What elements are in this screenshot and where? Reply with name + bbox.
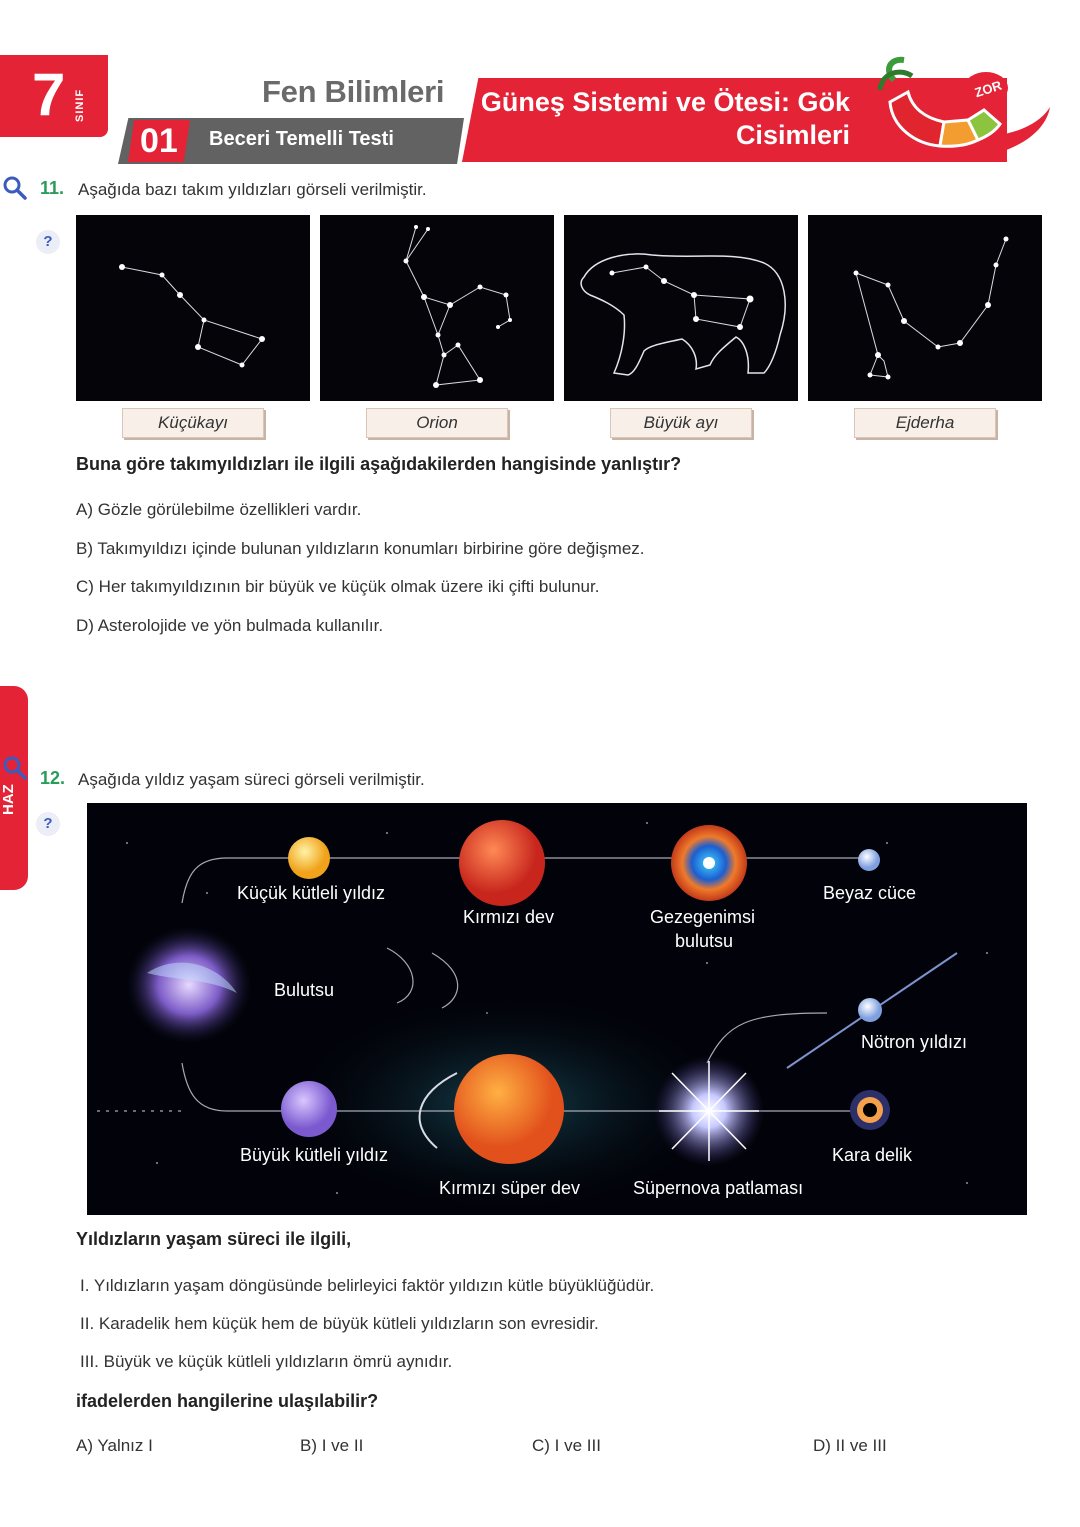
question-12-intro: Aşağıda yıldız yaşam süreci görseli verilmiştir. xyxy=(78,770,425,789)
constellation-panel-ejderha xyxy=(808,215,1042,401)
question-12-prompt: ifadelerden hangilerine ulaşılabilir? xyxy=(76,1391,379,1411)
statement-1: I. Yıldızların yaşam döngüsünde belirleyici faktör yıldızın kütle büyüklüğüdür. xyxy=(80,1276,655,1295)
label-neutron-star: Nötron yıldızı xyxy=(861,1032,968,1052)
difficulty-pepper-icon xyxy=(860,52,1060,172)
constellation-label: Orion xyxy=(366,408,508,438)
question-12-lead: Yıldızların yaşam süreci ile ilgili, xyxy=(76,1229,352,1249)
label-planetary-nebula-1: Gezegenimsi xyxy=(650,907,756,927)
side-tab-label: HAZ xyxy=(0,784,17,816)
option-d[interactable]: D) Asterolojide ve yön bulmada kullanılır. xyxy=(76,616,384,635)
constellation-panel-buyukayi xyxy=(564,215,798,401)
constellation-label: Küçükayı xyxy=(122,408,264,438)
question-number-11: 11. xyxy=(40,178,65,198)
test-number: 01 xyxy=(140,122,178,160)
constellation-panel-kucukayi xyxy=(76,215,310,401)
label-small-star: Küçük kütleli yıldız xyxy=(237,883,386,903)
magnifier-icon xyxy=(2,175,28,201)
question-11-prompt: Buna göre takımyıldızları ile ilgili aşağıdakilerden hangisinde yanlıştır? xyxy=(76,454,682,474)
test-title: Beceri Temelli Testi xyxy=(209,128,394,150)
label-nebula: Bulutsu xyxy=(274,980,335,1000)
difficulty-label: ZOR xyxy=(972,77,1004,101)
magnifier-icon xyxy=(2,755,28,781)
label-supernova: Süpernova patlaması xyxy=(633,1178,804,1198)
statement-2: II. Karadelik hem küçük hem de büyük kütleli yıldızların son evresidir. xyxy=(80,1314,599,1333)
option-a[interactable]: A) Gözle görülebilme özellikleri vardır. xyxy=(76,500,362,519)
label-red-giant: Kırmızı dev xyxy=(463,907,555,927)
statement-3: III. Büyük ve küçük kütleli yıldızların ömrü aynıdır. xyxy=(80,1352,453,1371)
star-life-cycle-diagram xyxy=(87,803,1027,1215)
constellation-label: Büyük ayı xyxy=(610,408,752,438)
question-11-intro: Aşağıda bazı takım yıldızları görseli verilmiştir. xyxy=(78,180,427,199)
label-white-dwarf: Beyaz cüce xyxy=(823,883,917,903)
label-massive-star: Büyük kütleli yıldız xyxy=(240,1145,389,1165)
label-black-hole: Kara delik xyxy=(832,1145,913,1165)
label-planetary-nebula-2: bulutsu xyxy=(675,931,734,951)
constellation-panel-orion xyxy=(320,215,554,401)
question-number-12: 12. xyxy=(40,768,66,788)
answer-a[interactable]: A) Yalnız I xyxy=(76,1436,153,1455)
label-red-supergiant: Kırmızı süper dev xyxy=(439,1178,581,1198)
help-icon: ? xyxy=(36,230,60,254)
grade-number: 7 xyxy=(32,61,66,128)
answer-c[interactable]: C) I ve III xyxy=(532,1436,601,1455)
grade-word: SINIF xyxy=(74,88,86,122)
constellation-label: Ejderha xyxy=(854,408,996,438)
option-c[interactable]: C) Her takımyıldızının bir büyük ve küçük olmak üzere iki çifti bulunur. xyxy=(76,577,600,596)
help-icon: ? xyxy=(36,812,60,836)
answer-d[interactable]: D) II ve III xyxy=(813,1436,887,1455)
option-b[interactable]: B) Takımyıldızı içinde bulunan yıldızların konumları birbirine göre değişmez. xyxy=(76,539,645,558)
subject-title: Fen Bilimleri xyxy=(262,74,445,109)
answer-b[interactable]: B) I ve II xyxy=(300,1436,364,1455)
topic-title: Güneş Sistemi ve Ötesi: Gök Cisimleri xyxy=(480,87,850,150)
